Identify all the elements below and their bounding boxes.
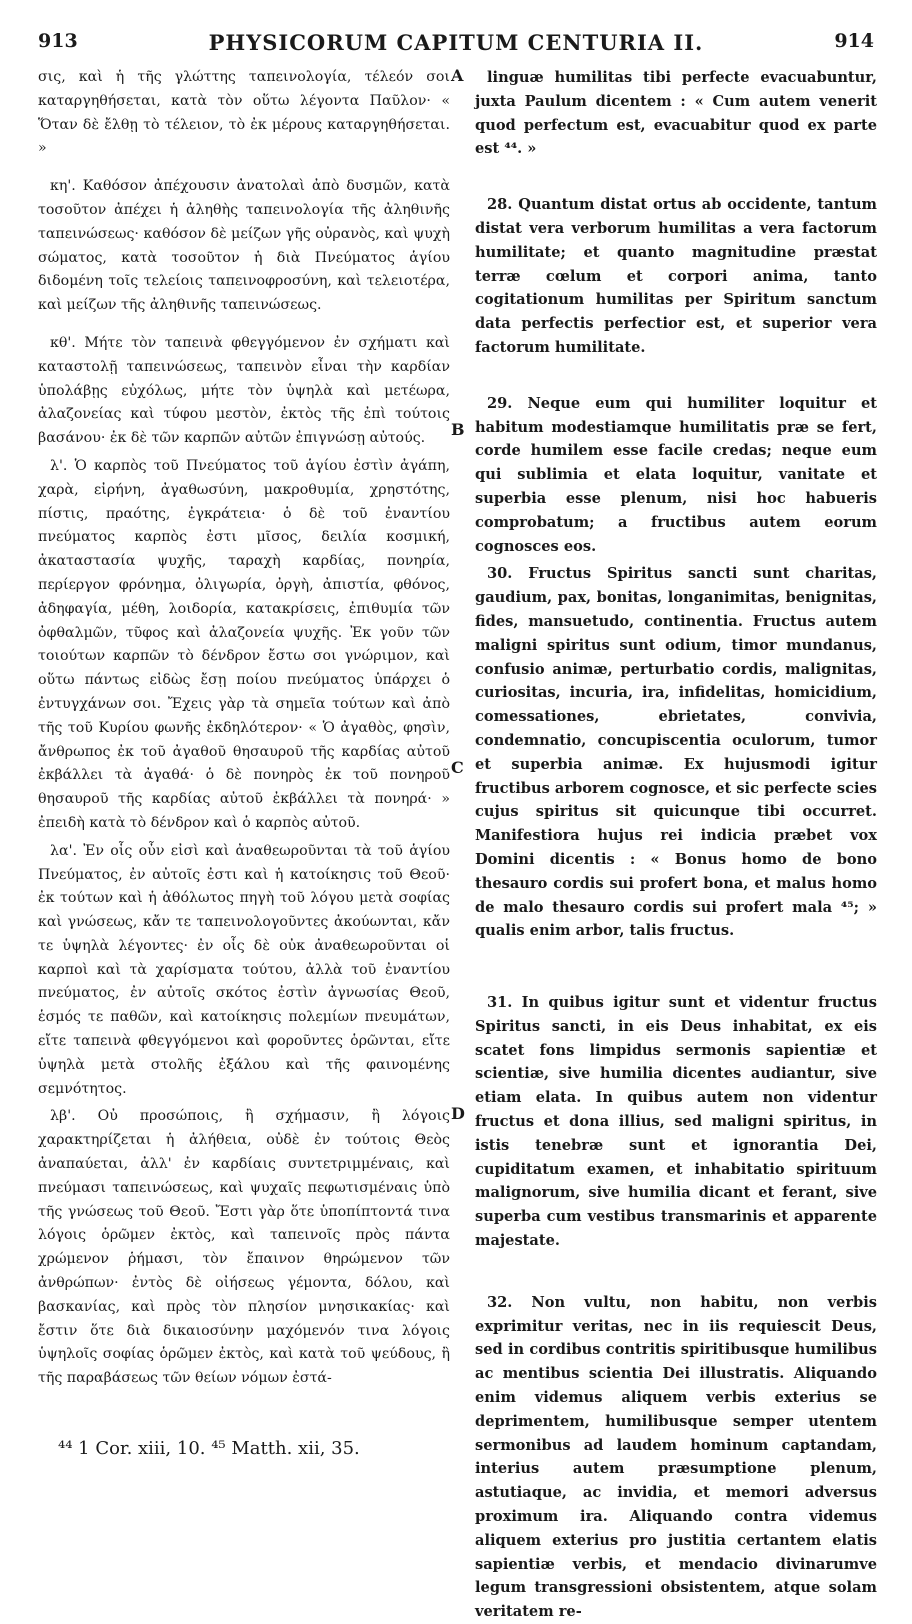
greek-paragraph: κη'. Καθόσον ἀπέχουσιν ἀνατολαὶ ἀπὸ δυσμῶν, κατὰ τοσοῦτον ἀπέχει ἡ ἀληθὴς ταπεινολογία τῆς ἀληθινῆς ταπεινώσεως· καθόσον δὲ μείζων γῆς οὐρανὸς, καὶ ψυχὴ σώματος, κατὰ τοσοῦτον ἡ διὰ Πνεύματος ἁγίου διδομένη τοῖς τελείοις ταπεινοφροσύνη, καὶ τελειοτέρα, καὶ μείζων τῆς ἀληθινῆς ταπεινώσεως.: [38, 178, 450, 314]
margin-marker: B: [451, 420, 465, 439]
latin-paragraph: 32. Non vultu, non habitu, non verbis exprimitur veritas, nec in iis requiescit Deus, sed in cordibus contritis spiritibusque humilibus ac mentibus scientia Dei illustratis. Aliquando enim videmus aliquem verbis exterius se deprimentem, humilibusque semper utentem sermonibus ad laudem hominum captandam, interius autem præsumptione plenum, astutiaque, ac invidia, et memori adversus proximum ira. Aliquando contra videmus aliquem exterius pro justitia certantem elatis sapientiæ verbis, et mendacio divinarumve legum transgressioni obsistentem, atque solam veritatem re-: [475, 1293, 877, 1621]
page-number-left: 913: [38, 30, 78, 52]
latin-column: [475, 66, 877, 1624]
latin-paragraph: 29. Neque eum qui humiliter loquitur et habitum modestiamque humilitatis præ se fert, corde humilem esse facile credas; neque eum qui sublimia et elata loquitur, vanitate et superbia esse plenum, nisi hoc habueris comprobatum; a fructibus autem eorum cognosces eos.: [475, 394, 877, 555]
latin-paragraph: 28. Quantum distat ortus ab occidente, tantum distat vera verborum humilitas a vera factorum humilitate; et quanto magnitudine præstat terræ cœlum et corpori anima, tanto cogitationum humilitas per Spiritum sanctum data perfectis perfectior est, et superior vera factorum humilitate.: [475, 196, 877, 356]
latin-paragraph: 30. Fructus Spiritus sancti sunt charitas, gaudium, pax, bonitas, longanimitas, benignitas, fides, mansuetudo, continentia. Fructus autem maligni spiritus sunt odium, timor mundanus, confusio animæ, perturbatio cordis, malignitas, curiositas, incuria, ira, infidelitas, homicidium, comessationes, ebrietates, convivia, condemnatio, concupiscentia oculorum, tumor et superbia animæ. Ex hujusmodi igitur fructibus arborem cognosce, et sic perfecte scies cujus spiritus sit quicunque tibi occurret. Manifestiora hujus rei indicia præbet vox Domini dicentis : « Bonus homo de bono thesauro cordis sui profert bona, et malus homo de malo thesauro cordis sui profert mala ⁴⁵; » qualis enim arbor, talis fructus.: [475, 565, 877, 940]
margin-marker: C: [451, 758, 464, 777]
greek-paragraph: λ'. Ὁ καρπὸς τοῦ Πνεύματος τοῦ ἁγίου ἐστὶν ἀγάπη, χαρὰ, εἰρήνη, ἀγαθωσύνη, μακροθυμία, χρηστότης, πίστις, πραότης, ἐγκράτεια· ὁ δὲ τοῦ ἐναντίου πνεύματος καρπὸς ἐστι μῖσος, δειλία κοσμική, ἀκαταστασία ψυχῆς, ταραχὴ καρδίας, πονηρία, περίεργον φρόνημα, ὀλιγωρία, ὀργὴ, ἀπιστία, φθόνος, ἀδηφαγία, μέθη, λοιδορία, κατακρίσεις, ἐπιθυμία τῶν ὀφθαλμῶν, τῦφος καὶ ἀλαζονεία ψυχῆς. Ἐκ γοῦν τῶν τοιούτων καρπῶν τὸ δένδρον ἔστω σοι γνώριμον, καὶ οὕτω πάντως εἰδὼς ἔσῃ ποίου πνεύματος ὑπάρχει ὁ ἐντυγχάνων σοι. Ἔχεις γὰρ τὰ σημεῖα τούτων καὶ ἀπὸ τῆς τοῦ Κυρίου φωνῆς ἐκδηλότερον· « Ὁ ἀγαθὸς, φησὶν, ἄνθρωπος ἐκ τοῦ ἀγαθοῦ θησαυροῦ τῆς καρδίας αὐτοῦ ἐκβάλλει τὰ ἀγαθά· ὁ δὲ πονηρὸς ἐκ τοῦ πονηροῦ θησαυροῦ τῆς καρδίας αὐτοῦ ἐκβάλλει τὰ πονηρά· » ἐπειδὴ κατὰ τὸ δένδρον καὶ ὁ καρπὸς αὐτοῦ.: [38, 457, 450, 831]
greek-paragraph: σις, καὶ ἡ τῆς γλώττης ταπεινολογία, τέλεόν σοι καταργηθήσεται, κατὰ τὸν οὕτω λέγοντα Παῦλον· « Ὅταν δὲ ἔλθῃ τὸ τέλειον, τὸ ἐκ μέρους καταργηθήσεται. »: [38, 69, 450, 157]
running-title: PHYSICORUM CAPITUM CENTURIA II.: [208, 30, 704, 55]
margin-marker: A: [451, 66, 464, 85]
running-header: [0, 30, 912, 58]
greek-paragraph: λα'. Ἐν οἷς οὖν εἰσὶ καὶ ἀναθεωροῦνται τὰ τοῦ ἁγίου Πνεύματος, ἐν αὐτοῖς ἐστι καὶ ἡ κατοίκησις τοῦ Θεοῦ· ἐκ τούτων καὶ ἡ ἀθόλωτος πηγὴ τοῦ λόγου μετὰ σοφίας καὶ γνώσεως, κἄν τε ταπεινολογοῦντες ἀκούωνται, κἄν τε ὑψηλὰ λέγοντες· ἐν οἷς δὲ οὐκ ἀναθεωροῦνται οἱ καρποὶ καὶ τὰ χαρίσματα τούτου, ἀλλὰ τοῦ ἐναντίου πνεύματος, ἐν αὐτοῖς σκότος ἐστὶν ἀγνωσίας Θεοῦ, ἑσμός τε παθῶν, καὶ κατοίκησις πολεμίων πνευμάτων, εἴτε ταπεινὰ φθεγγόμενοι καὶ φοροῦντες ὁρῶνται, εἴτε ὑψηλὰ μετὰ στολῆς ἐξάλου καὶ τῆς φαινομένης σεμνότητος.: [38, 842, 450, 1097]
margin-marker: D: [451, 1104, 465, 1123]
greek-paragraph: λβ'. Οὐ προσώποις, ἢ σχήμασιν, ἢ λόγοις χαρακτηρίζεται ἡ ἀλήθεια, οὐδὲ ἐν τούτοις Θεὸς ἀναπαύεται, ἀλλ' ἐν καρδίαις συντετριμμέναις, καὶ πνεύμασι ταπεινώσεως, καὶ ψυχαῖς πεφωτισμέναις ὑπὸ τῆς γνώσεως τοῦ Θεοῦ. Ἔστι γὰρ ὅτε ὑποπίπτοντά τινα λόγοις ὁρῶμεν ἐκτὸς, καὶ ταπεινοῖς πρὸς πάντα χρώμενον ῥήμασι, τὸν ἔπαινον θηρώμενον τῶν ἀνθρώπων· ἐντὸς δὲ οἰήσεως γέμοντα, δόλου, καὶ βασκανίας, καὶ πρὸς τὸν πλησίον μνησικακίας· καὶ ἔστιν ὅτε διὰ δικαιοσύνην μαχόμενόν τινα λόγοις ὑψηλοῖς σοφίας ὁρῶμεν ἐκτὸς, καὶ κατὰ τοῦ ψεύδους, ἢ τῆς παραβάσεως τῶν θείων νόμων ἐστά-: [38, 1108, 450, 1387]
latin-paragraph: linguæ humilitas tibi perfecte evacuabuntur, juxta Paulum dicentem : « Cum autem venerit quod perfectum est, evacuabitur quod ex parte est ⁴⁴. »: [475, 69, 877, 158]
page-number-right: 914: [834, 30, 874, 52]
latin-paragraph: 31. In quibus igitur sunt et videntur fructus Spiritus sancti, in eis Deus inhabitat, ex eis scatet fons limpidus sermonis sapientiæ et scientiæ, sive humilia dicentes audiantur, sive etiam elata. In quibus autem non videntur fructus et dona illius, sed maligni spiritus, in istis tenebræ sunt et ignorantia Dei, cupiditatum examen, et inhabitatio spirituum malignorum, sive humilia dicant et ferant, sive superba cum vestibus transmarinis et apparente majestate.: [475, 994, 877, 1250]
greek-column: [38, 66, 450, 1391]
greek-paragraph: κθ'. Μήτε τὸν ταπεινὰ φθεγγόμενον ἐν σχήματι καὶ καταστολῇ ταπεινώσεως, ταπεινὸν εἶναι τὴν καρδίαν ὑπολάβῃς εὐχόλως, μήτε τὸν ὑψηλὰ καὶ μετέωρα, ἀλαζονείας καὶ τύφου μεστὸν, ἐκτὸς τῆς ἐπὶ τούτοις βασάνου· ἐκ δὲ τῶν καρπῶν αὐτῶν ἐπιγνώσῃ αὐτούς.: [38, 334, 450, 447]
footnote: ⁴⁴ 1 Cor. xiii, 10. ⁴⁵ Matth. xii, 35.: [58, 1438, 360, 1459]
